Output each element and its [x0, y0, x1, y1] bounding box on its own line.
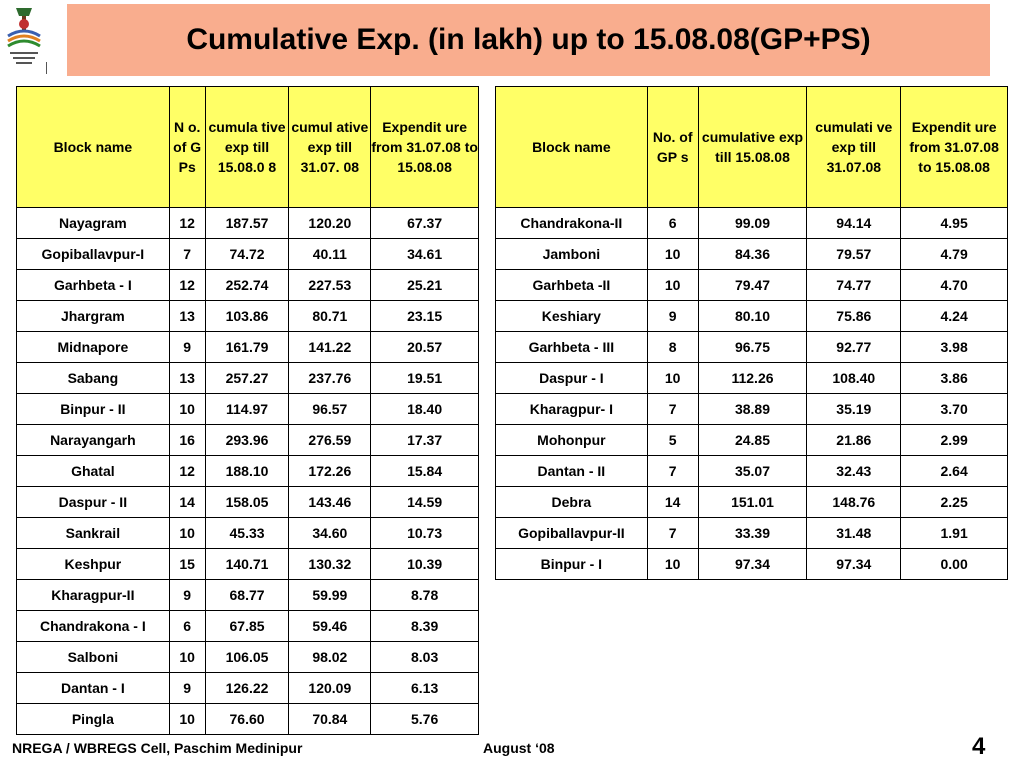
- table-cell: 2.99: [901, 425, 1008, 456]
- table-cell: 80.71: [289, 301, 371, 332]
- table-cell: 3.86: [901, 363, 1008, 394]
- table-cell: 151.01: [698, 487, 807, 518]
- table-row: [496, 487, 1008, 518]
- table-row: [17, 208, 479, 239]
- table-cell: 6.13: [371, 673, 479, 704]
- table-cell: 188.10: [205, 456, 289, 487]
- block-name-cell: Garhbeta - I: [17, 270, 170, 301]
- table-cell: 3.70: [901, 394, 1008, 425]
- table-row: [17, 642, 479, 673]
- table-cell: 252.74: [205, 270, 289, 301]
- table-cell: 9: [169, 580, 205, 611]
- table-cell: 120.09: [289, 673, 371, 704]
- table-cell: 59.46: [289, 611, 371, 642]
- block-name-cell: Jhargram: [17, 301, 170, 332]
- table-row: [17, 363, 479, 394]
- table-cell: 68.77: [205, 580, 289, 611]
- block-name-cell: Binpur - II: [17, 394, 170, 425]
- block-name-cell: Binpur - I: [496, 549, 648, 580]
- table-row: [496, 301, 1008, 332]
- table-cell: 12: [169, 270, 205, 301]
- table-cell: 140.71: [205, 549, 289, 580]
- column-header: cumulati ve exp till 31.07.08: [807, 87, 901, 208]
- table-cell: 35.19: [807, 394, 901, 425]
- block-name-cell: Debra: [496, 487, 648, 518]
- table-cell: 13: [169, 363, 205, 394]
- table-cell: 70.84: [289, 704, 371, 735]
- table-cell: 38.89: [698, 394, 807, 425]
- table-row: [17, 580, 479, 611]
- table-cell: 143.46: [289, 487, 371, 518]
- table-cell: 21.86: [807, 425, 901, 456]
- table-cell: 98.02: [289, 642, 371, 673]
- table-row: [496, 549, 1008, 580]
- table-cell: 16: [169, 425, 205, 456]
- table-cell: 97.34: [807, 549, 901, 580]
- table-row: [17, 239, 479, 270]
- block-name-cell: Nayagram: [17, 208, 170, 239]
- table-cell: 33.39: [698, 518, 807, 549]
- table-cell: 7: [169, 239, 205, 270]
- left-expenditure-table: [16, 86, 479, 735]
- table-row: [496, 239, 1008, 270]
- block-name-cell: Daspur - I: [496, 363, 648, 394]
- table-cell: 1.91: [901, 518, 1008, 549]
- table-cell: 40.11: [289, 239, 371, 270]
- table-cell: 10.73: [371, 518, 479, 549]
- footer-organization: NREGA / WBREGS Cell, Paschim Medinipur: [12, 740, 303, 756]
- table-cell: 108.40: [807, 363, 901, 394]
- table-cell: 34.60: [289, 518, 371, 549]
- table-cell: 8: [647, 332, 698, 363]
- table-cell: 59.99: [289, 580, 371, 611]
- block-name-cell: Kharagpur-II: [17, 580, 170, 611]
- column-header: Block name: [17, 87, 170, 208]
- table-row: [496, 332, 1008, 363]
- table-cell: 187.57: [205, 208, 289, 239]
- table-cell: 148.76: [807, 487, 901, 518]
- table-cell: 25.21: [371, 270, 479, 301]
- table-row: [496, 363, 1008, 394]
- table-cell: 2.64: [901, 456, 1008, 487]
- table-cell: 80.10: [698, 301, 807, 332]
- column-header: Block name: [496, 87, 648, 208]
- table-cell: 35.07: [698, 456, 807, 487]
- table-cell: 6: [647, 208, 698, 239]
- table-cell: 120.20: [289, 208, 371, 239]
- table-cell: 106.05: [205, 642, 289, 673]
- table-cell: 227.53: [289, 270, 371, 301]
- table-cell: 23.15: [371, 301, 479, 332]
- column-header: Expendit ure from 31.07.08 to 15.08.08: [901, 87, 1008, 208]
- block-name-cell: Gopiballavpur-II: [496, 518, 648, 549]
- table-cell: 10: [169, 394, 205, 425]
- table-row: [17, 487, 479, 518]
- table-row: [496, 425, 1008, 456]
- table-cell: 92.77: [807, 332, 901, 363]
- table-cell: 74.77: [807, 270, 901, 301]
- table-cell: 158.05: [205, 487, 289, 518]
- table-cell: 5.76: [371, 704, 479, 735]
- table-row: [17, 704, 479, 735]
- block-name-cell: Chandrakona - I: [17, 611, 170, 642]
- table-cell: 12: [169, 456, 205, 487]
- table-cell: 13: [169, 301, 205, 332]
- table-cell: 15: [169, 549, 205, 580]
- logo-divider: [46, 62, 47, 74]
- block-name-cell: Salboni: [17, 642, 170, 673]
- table-cell: 10: [647, 270, 698, 301]
- table-row: [17, 332, 479, 363]
- column-header: cumulative exp till 15.08.08: [698, 87, 807, 208]
- table-cell: 67.85: [205, 611, 289, 642]
- table-cell: 75.86: [807, 301, 901, 332]
- table-row: [17, 301, 479, 332]
- column-header: Expendit ure from 31.07.08 to 15.08.08: [371, 87, 479, 208]
- table-cell: 8.03: [371, 642, 479, 673]
- block-name-cell: Dantan - I: [17, 673, 170, 704]
- block-name-cell: Sankrail: [17, 518, 170, 549]
- table-cell: 34.61: [371, 239, 479, 270]
- table-cell: 9: [647, 301, 698, 332]
- table-cell: 20.57: [371, 332, 479, 363]
- table-cell: 76.60: [205, 704, 289, 735]
- table-cell: 3.98: [901, 332, 1008, 363]
- table-cell: 18.40: [371, 394, 479, 425]
- block-name-cell: Mohonpur: [496, 425, 648, 456]
- table-row: [17, 673, 479, 704]
- table-cell: 9: [169, 673, 205, 704]
- block-name-cell: Garhbeta -II: [496, 270, 648, 301]
- table-cell: 67.37: [371, 208, 479, 239]
- table-cell: 12: [169, 208, 205, 239]
- table-cell: 10: [169, 642, 205, 673]
- block-name-cell: Dantan - II: [496, 456, 648, 487]
- table-row: [17, 270, 479, 301]
- table-cell: 96.57: [289, 394, 371, 425]
- title-bar: [67, 4, 990, 76]
- table-cell: 8.78: [371, 580, 479, 611]
- table-cell: 114.97: [205, 394, 289, 425]
- block-name-cell: Chandrakona-II: [496, 208, 648, 239]
- page-title: Cumulative Exp. (in lakh) up to 15.08.08(GP+PS): [186, 23, 871, 56]
- table-cell: 45.33: [205, 518, 289, 549]
- table-cell: 0.00: [901, 549, 1008, 580]
- table-row: [17, 456, 479, 487]
- block-name-cell: Keshiary: [496, 301, 648, 332]
- table-cell: 32.43: [807, 456, 901, 487]
- table-cell: 79.57: [807, 239, 901, 270]
- column-header: cumul ative exp till 31.07. 08: [289, 87, 371, 208]
- page-number: 4: [972, 733, 986, 760]
- table-cell: 4.70: [901, 270, 1008, 301]
- table-cell: 4.79: [901, 239, 1008, 270]
- table-cell: 99.09: [698, 208, 807, 239]
- table-cell: 161.79: [205, 332, 289, 363]
- table-cell: 15.84: [371, 456, 479, 487]
- table-row: [496, 208, 1008, 239]
- column-header: cumula tive exp till 15.08.0 8: [205, 87, 289, 208]
- table-cell: 10.39: [371, 549, 479, 580]
- block-name-cell: Narayangarh: [17, 425, 170, 456]
- table-cell: 14.59: [371, 487, 479, 518]
- table-cell: 5: [647, 425, 698, 456]
- block-name-cell: Kharagpur- I: [496, 394, 648, 425]
- column-header: N o. of G Ps: [169, 87, 205, 208]
- block-name-cell: Garhbeta - III: [496, 332, 648, 363]
- table-row: [17, 518, 479, 549]
- block-name-cell: Keshpur: [17, 549, 170, 580]
- table-cell: 141.22: [289, 332, 371, 363]
- block-name-cell: Daspur - II: [17, 487, 170, 518]
- table-row: [17, 394, 479, 425]
- table-cell: 10: [169, 704, 205, 735]
- table-cell: 7: [647, 456, 698, 487]
- block-name-cell: Ghatal: [17, 456, 170, 487]
- table-cell: 10: [647, 363, 698, 394]
- table-cell: 17.37: [371, 425, 479, 456]
- table-row: [496, 456, 1008, 487]
- table-row: [496, 394, 1008, 425]
- table-cell: 9: [169, 332, 205, 363]
- table-cell: 10: [169, 518, 205, 549]
- table-cell: 10: [647, 239, 698, 270]
- block-name-cell: Midnapore: [17, 332, 170, 363]
- table-cell: 130.32: [289, 549, 371, 580]
- table-cell: 14: [647, 487, 698, 518]
- table-row: [17, 611, 479, 642]
- table-cell: 172.26: [289, 456, 371, 487]
- table-cell: 112.26: [698, 363, 807, 394]
- table-cell: 237.76: [289, 363, 371, 394]
- table-cell: 2.25: [901, 487, 1008, 518]
- table-cell: 31.48: [807, 518, 901, 549]
- right-expenditure-table: [495, 86, 1008, 580]
- table-cell: 276.59: [289, 425, 371, 456]
- block-name-cell: Pingla: [17, 704, 170, 735]
- block-name-cell: Jamboni: [496, 239, 648, 270]
- table-cell: 4.95: [901, 208, 1008, 239]
- table-row: [496, 518, 1008, 549]
- table-cell: 6: [169, 611, 205, 642]
- table-cell: 103.86: [205, 301, 289, 332]
- nrega-logo-icon: [2, 2, 46, 68]
- table-cell: 14: [169, 487, 205, 518]
- table-cell: 10: [647, 549, 698, 580]
- footer-date: August ‘08: [483, 740, 555, 756]
- table-cell: 97.34: [698, 549, 807, 580]
- table-cell: 79.47: [698, 270, 807, 301]
- block-name-cell: Sabang: [17, 363, 170, 394]
- table-cell: 94.14: [807, 208, 901, 239]
- table-cell: 24.85: [698, 425, 807, 456]
- table-row: [17, 549, 479, 580]
- column-header: No. of GP s: [647, 87, 698, 208]
- table-cell: 84.36: [698, 239, 807, 270]
- table-cell: 96.75: [698, 332, 807, 363]
- table-header-row: [496, 87, 1008, 208]
- table-cell: 7: [647, 518, 698, 549]
- table-cell: 74.72: [205, 239, 289, 270]
- block-name-cell: Gopiballavpur-I: [17, 239, 170, 270]
- table-cell: 293.96: [205, 425, 289, 456]
- table-cell: 257.27: [205, 363, 289, 394]
- table-cell: 126.22: [205, 673, 289, 704]
- table-header-row: [17, 87, 479, 208]
- table-cell: 7: [647, 394, 698, 425]
- table-cell: 19.51: [371, 363, 479, 394]
- table-cell: 8.39: [371, 611, 479, 642]
- table-row: [17, 425, 479, 456]
- table-cell: 4.24: [901, 301, 1008, 332]
- table-row: [496, 270, 1008, 301]
